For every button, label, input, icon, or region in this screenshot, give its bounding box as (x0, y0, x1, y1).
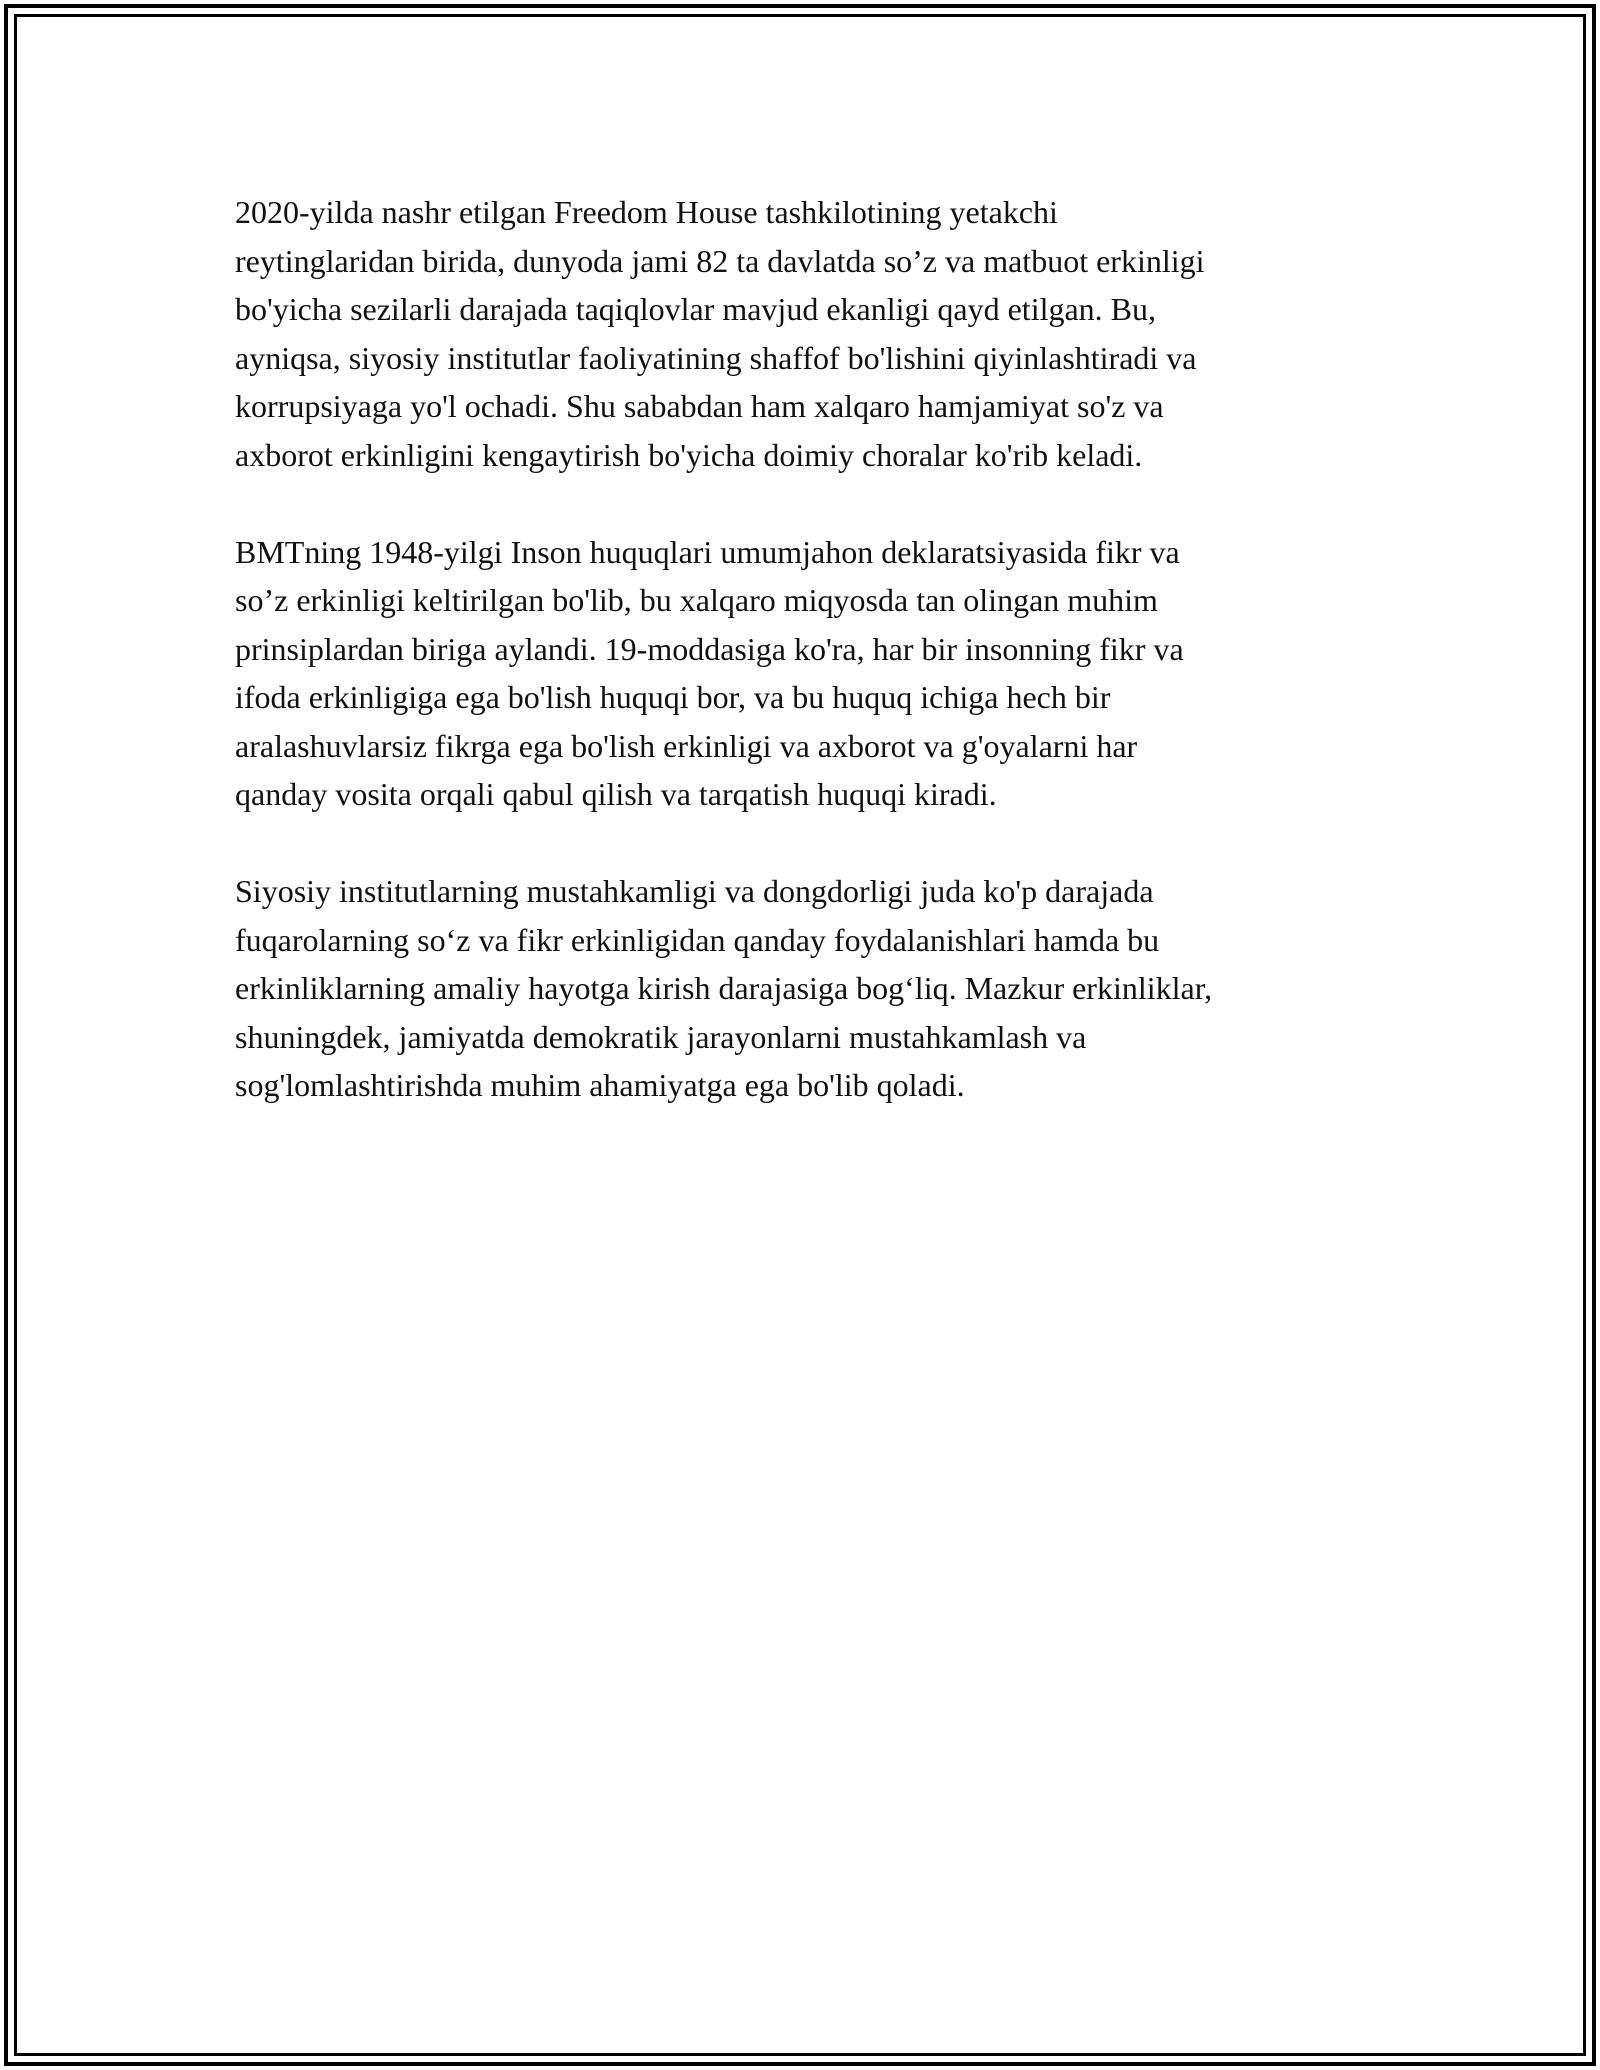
text-line: so’z erkinligi keltirilgan bo'lib, bu xalqaro miqyosda tan olingan muhim (235, 582, 1158, 618)
text-line: shuningdek, jamiyatda demokratik jarayonlarni mustahkamlash va (235, 1018, 1087, 1055)
text-line: prinsiplardan biriga aylandi. 19-moddasiga ko'ra, har bir insonning fikr va (235, 630, 1184, 667)
text-line: qanday vosita orqali qabul qilish va tarqatish huquqi kiradi. (235, 776, 997, 812)
paragraph-freedom-house (235, 188, 1365, 479)
text-line: BMTning 1948-yilgi Inson huquqlari umumjahon deklaratsiyasida fikr va (235, 533, 1180, 570)
text-line: reytinglaridan birida, dunyoda jami 82 ta davlatda so’z va matbuot erkinligi (235, 242, 1205, 279)
text-line: Siyosiy institutlarning mustahkamligi va dongdorligi juda ko'p darajada (235, 873, 1154, 909)
text-line: sog'lomlashtirishda muhim ahamiyatga ega bo'lib qoladi. (235, 1067, 965, 1103)
text-line: ifoda erkinligiga ega bo'lish huquqi bor, va bu huquq ichiga hech bir (235, 679, 1111, 715)
paragraph-un-declaration (235, 528, 1365, 819)
text-line: bo'yicha sezilarli darajada taqiqlovlar mavjud ekanligi qayd etilgan. Bu, (235, 291, 1157, 327)
text-line: fuqarolarning so‘z va fikr erkinligidan qanday foydalanishlari hamda bu (235, 921, 1160, 958)
text-line: erkinliklarning amaliy hayotga kirish darajasiga bog‘liq. Mazkur erkinliklar, (235, 970, 1213, 1006)
text-line: aralashuvlarsiz fikrga ega bo'lish erkinligi va axborot va g'oyalarni har (235, 727, 1138, 764)
text-line: axborot erkinligini kengaytirish bo'yicha doimiy choralar ko'rib keladi. (235, 436, 1143, 473)
text-line: ayniqsa, siyosiy institutlar faoliyatining shaffof bo'lishini qiyinlashtiradi va (235, 339, 1197, 376)
text-line: 2020-yilda nashr etilgan Freedom House tashkilotining yetakchi (235, 194, 1058, 230)
paragraph-political-institutions (235, 867, 1365, 1110)
document-body (235, 188, 1365, 1158)
text-line: korrupsiyaga yo'l ochadi. Shu sababdan ham xalqaro hamjamiyat so'z va (235, 388, 1164, 424)
